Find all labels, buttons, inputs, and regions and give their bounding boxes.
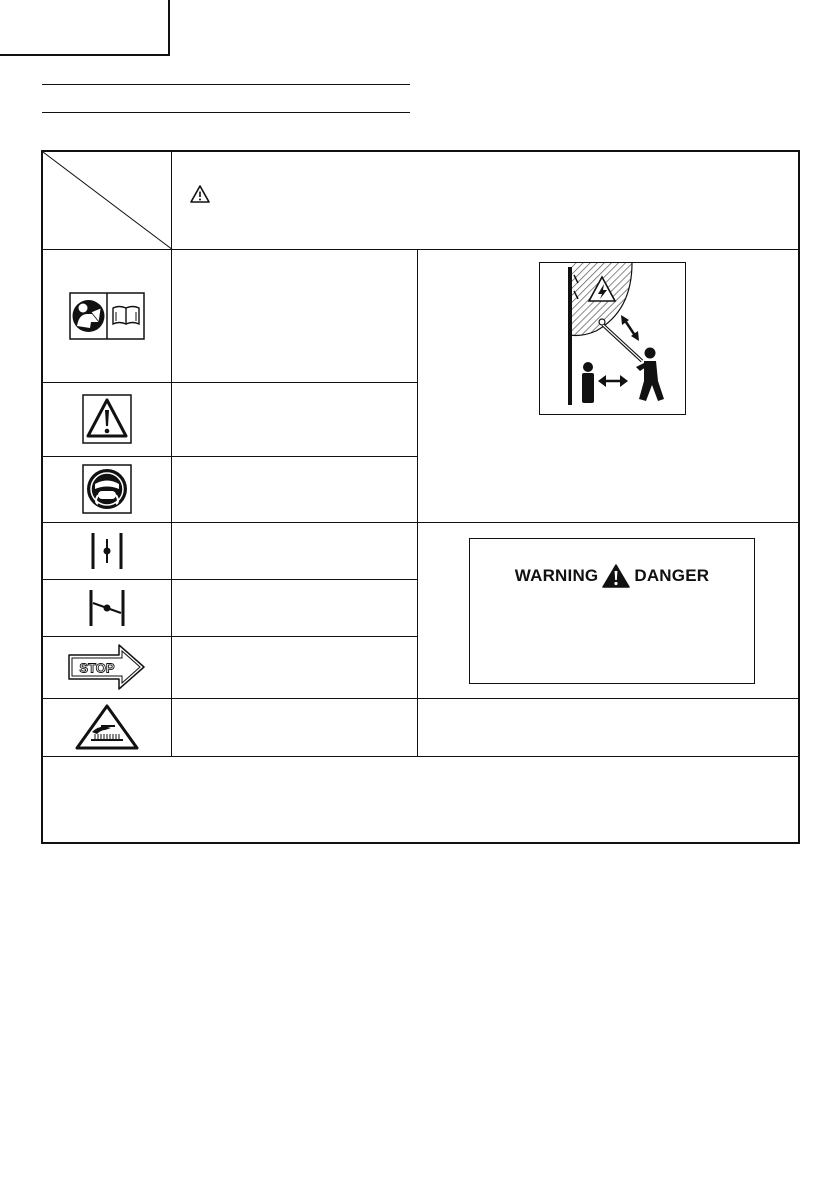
title-rule-1 (42, 84, 410, 85)
choke-closed-icon (43, 522, 171, 579)
section-tab (0, 0, 170, 56)
read-manual-icon (43, 249, 171, 382)
grid-row-8 (43, 756, 798, 757)
choke-open-icon (43, 579, 171, 636)
warning-triangle-filled-icon (602, 563, 630, 589)
warning-word: WARNING (514, 566, 599, 585)
power-line-figure (539, 262, 686, 415)
protective-gear-icon (43, 456, 171, 522)
symbols-table (41, 150, 800, 844)
header-warning (189, 184, 219, 204)
warning-danger-heading (470, 563, 754, 589)
header-diagonal (43, 152, 173, 250)
stop-text: STOP (79, 660, 115, 676)
warning-triangle-icon (43, 382, 171, 456)
grid-col-2 (417, 249, 418, 756)
warning-triangle-small-icon (189, 184, 211, 204)
danger-word: DANGER (634, 566, 710, 585)
title-rule-2 (42, 112, 410, 113)
grid-col-1 (171, 152, 172, 756)
stop-arrow-icon (43, 636, 171, 698)
warning-danger-label (469, 538, 755, 684)
hot-surface-icon (43, 698, 171, 756)
